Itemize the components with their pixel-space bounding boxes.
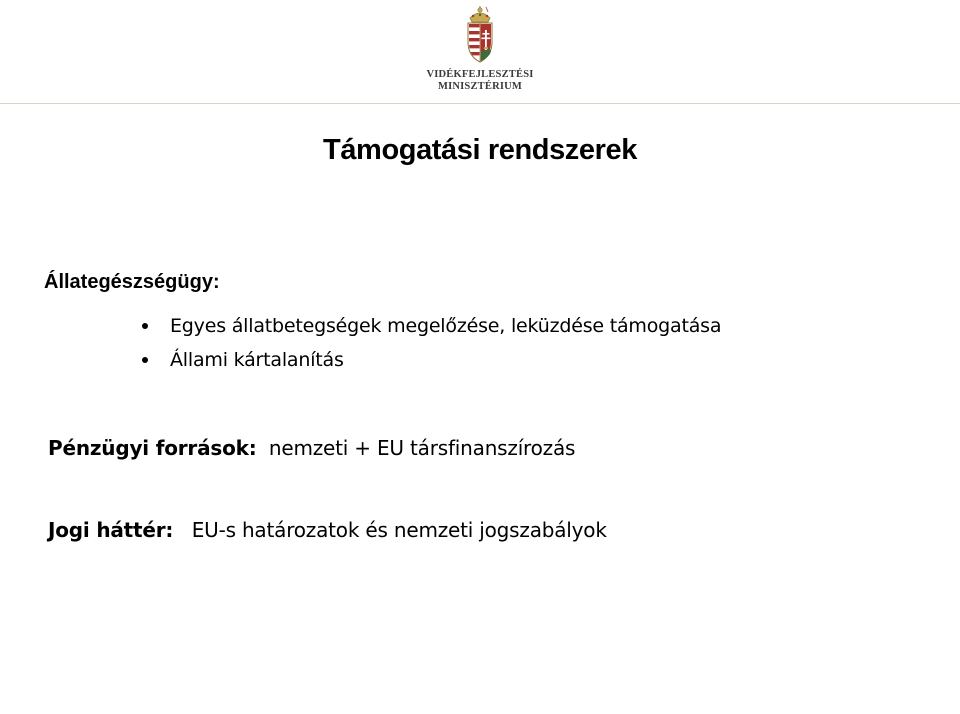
ministry-name-line2: MINISZTÉRIUM	[437, 81, 523, 92]
header-divider	[0, 103, 960, 104]
ministry-logo	[418, 4, 542, 96]
legal-value: EU-s határozatok és nemzeti jogszabályok	[179, 518, 607, 542]
page-title: Támogatási rendszerek	[323, 134, 637, 166]
header	[0, 0, 960, 104]
animal-health-heading: Állategészségügy:	[44, 271, 220, 293]
list-item-text: Egyes állatbetegségek megelőzése, leküzdése támogatása	[170, 315, 722, 337]
financing-row	[48, 436, 575, 460]
bullet-icon	[142, 357, 148, 363]
bullet-icon	[142, 323, 148, 329]
animal-health-list	[140, 312, 721, 380]
legal-label: Jogi háttér:	[48, 518, 174, 542]
legal-row	[48, 518, 607, 542]
list-item	[140, 346, 721, 380]
list-item	[140, 312, 721, 346]
ministry-name-line1: VIDÉKFEJLESZTÉSI	[426, 69, 534, 80]
financing-value: nemzeti + EU társfinanszírozás	[262, 436, 576, 460]
financing-label: Pénzügyi források:	[48, 436, 257, 460]
list-item-text: Állami kártalanítás	[170, 349, 344, 371]
hungarian-coat-of-arms-icon	[456, 4, 504, 66]
